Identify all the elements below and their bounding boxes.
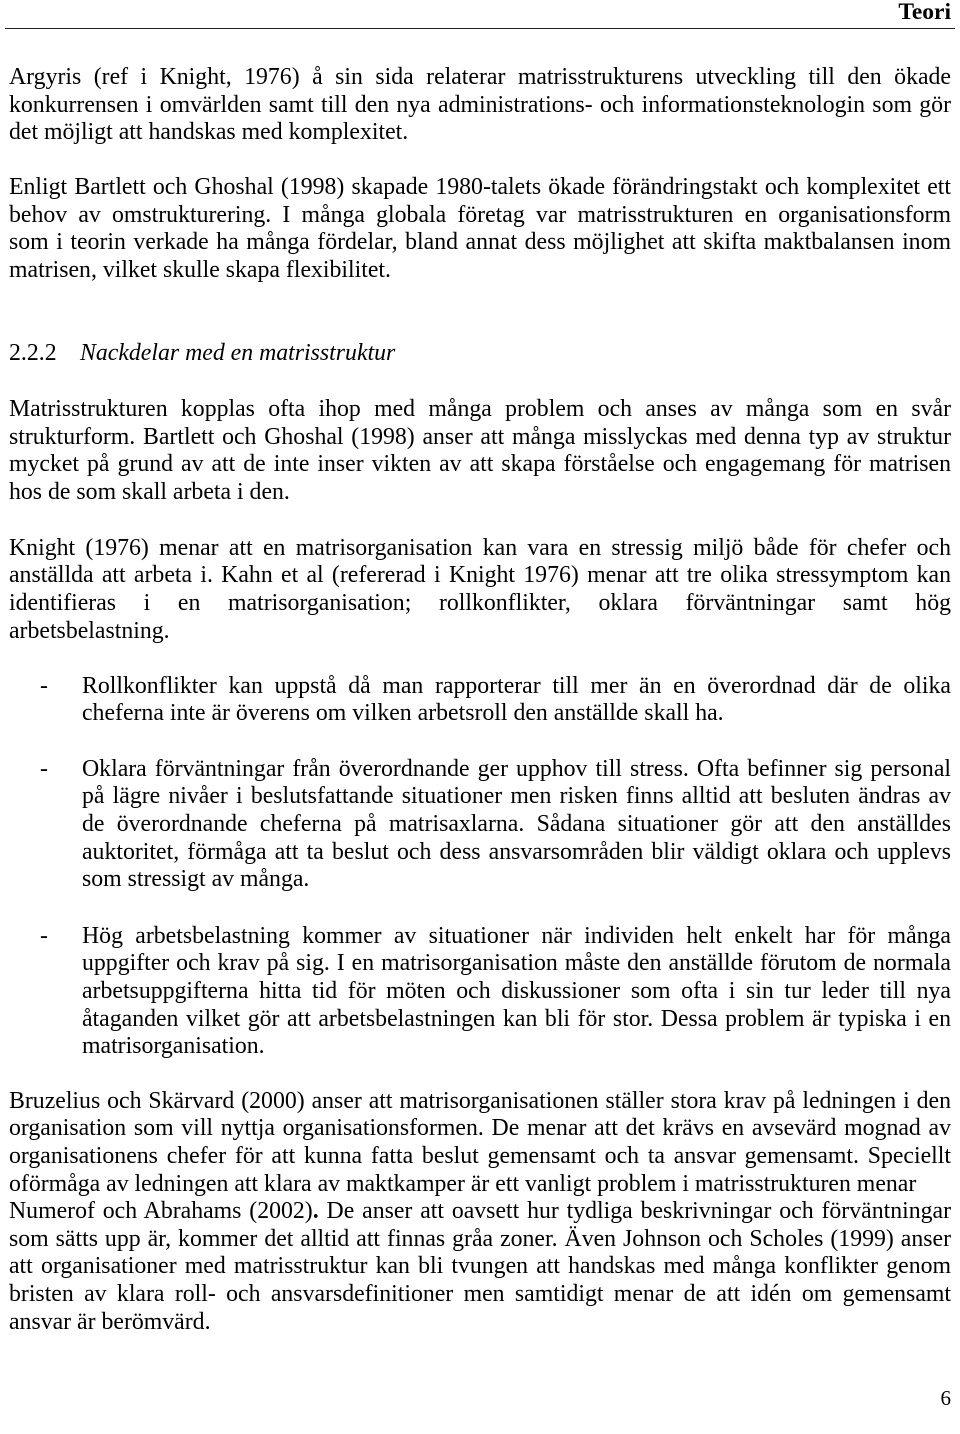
text-line: behov av omstrukturering. I många globala företag var matrisstrukturen en organisationsform	[9, 201, 951, 228]
text-line: arbetsbelastning.	[9, 617, 170, 644]
text-line: Matrisstrukturen kopplas ofta ihop med många problem och anses av många som en svår	[9, 395, 951, 422]
running-header: Teori	[898, 0, 951, 25]
bullet-marker: -	[40, 755, 48, 782]
text-line: organisation som vill nyttja organisationsformen. De menar att det krävs en avsevärd mognad av	[9, 1115, 951, 1142]
bullet-marker: -	[40, 922, 48, 949]
text-line: arbetsuppgifterna hitta tid för möten och diskussioner som ofta i sin tur leder till nya	[82, 978, 951, 1004]
text-line: matrisen, vilket skulle skapa flexibilitet.	[9, 256, 391, 283]
text-line: oförmåga av ledningen att klara av maktkamper är ett vanligt problem i matrisstrukturen menar	[9, 1170, 917, 1197]
page-body	[9, 64, 951, 1336]
paragraph	[9, 64, 951, 147]
text-line: Knight (1976) menar att en matrisorganisation kan vara en stressig miljö både för chefer och	[9, 534, 951, 561]
text-line: att organisationer med matrisstruktur kan bli tvungen att handskas med många konflikter genom	[9, 1253, 951, 1280]
paragraph	[9, 1088, 951, 1336]
text-line: identifieras i en matrisorganisation; rollkonflikter, oklara förväntningar samt hög	[9, 590, 951, 617]
paragraph	[9, 174, 951, 284]
text-line: som stressigt av många.	[82, 866, 310, 893]
text-line: Enligt Bartlett och Ghoshal (1998) skapade 1980-talets ökade förändringstakt och komplexitet ett	[9, 173, 951, 200]
text-line: Hög arbetsbelastning kommer av situationer när individen helt enkelt har för många	[82, 922, 951, 949]
section-number: 2.2.2	[9, 339, 57, 366]
text-line: de överordnande cheferna på matrisaxlarna. Sådana situationer gör att den anställdes	[82, 811, 951, 838]
text-line: bristen av klara roll- och ansvarsdefinitioner men samtidigt menar de att idén om gemensamt	[9, 1280, 951, 1307]
text-line: konkurrensen i omvärlden samt till den nya administrations- och informationsteknologin som gör	[9, 91, 951, 118]
text-line: Bruzelius och Skärvard (2000) anser att matrisorganisationen ställer stora krav på ledningen i den	[9, 1087, 951, 1114]
bold-period: .	[312, 1198, 319, 1225]
text-line: cheferna inte är överens om vilken arbetsroll den anställde skall ha.	[82, 700, 724, 727]
text-line: hos de som skall arbeta i den.	[9, 478, 290, 505]
text-line: som i teorin verkade ha många fördelar, bland annat dess möjlighet att skifta maktbalansen inom	[9, 229, 951, 256]
text-line: uppgifter och krav på sig. I en matrisorganisation måste den anställde förutom de normala	[82, 950, 951, 977]
bullet-item	[9, 923, 951, 1061]
bullet-item	[9, 756, 951, 894]
text-line: strukturform. Bartlett och Ghoshal (1998) anser att många misslyckas med denna typ av struktur	[9, 423, 951, 450]
sentence-text: De anser att oavsett hur tydliga beskrivningar och förväntningar	[326, 1198, 951, 1225]
text-line: Argyris (ref i Knight, 1976) å sin sida relaterar matrisstrukturens utveckling till den ökade	[9, 64, 951, 90]
text-line: auktoritet, förmåga att ta beslut och dess ansvarsområden blir väldigt oklara och upplevs	[82, 838, 951, 865]
paragraph	[9, 396, 951, 506]
bullet-item	[9, 673, 951, 728]
text-line: Rollkonflikter kan uppstå då man rapporterar till mer än en överordnad där de olika	[82, 672, 951, 699]
citation-text: Numerof och Abrahams (2002)	[9, 1198, 313, 1225]
text-line: mycket på grund av att de inte inser vikten av att skapa förståelse och engagemang för matrisen	[9, 451, 951, 478]
text-line: matrisorganisation.	[82, 1033, 265, 1060]
text-line: det möjligt att handskas med komplexitet.	[9, 119, 409, 146]
section-title: Nackdelar med en matrisstruktur	[80, 339, 396, 366]
bullet-marker: -	[40, 672, 48, 699]
text-line: ansvar är berömvärd.	[9, 1308, 211, 1335]
text-line: Oklara förväntningar från överordnande ger upphov till stress. Ofta befinner sig personal	[82, 755, 951, 782]
paragraph	[9, 535, 951, 645]
text-line: på lägre nivåer i beslutsfattande situationer men risken finns alltid att besluten ändras av	[82, 783, 951, 810]
text-line	[9, 1198, 951, 1226]
section-heading	[9, 340, 951, 368]
header-rule	[5, 28, 955, 29]
text-line: organisationens chefer för att kunna fatta beslut gemensamt och ta ansvar gemensamt. Speciellt	[9, 1142, 951, 1169]
text-line: anställda att arbeta i. Kahn et al (refererad i Knight 1976) menar att tre olika stressymptom kan	[9, 562, 951, 589]
text-line: åtaganden vilket gör att arbetsbelastningen kan bli för stor. Dessa problem är typiska i en	[82, 1005, 951, 1032]
page-number: 6	[940, 1386, 951, 1410]
text-line: som sätts upp är, kommer det alltid att finnas gråa zoner. Även Johnson och Scholes (1999) anser	[9, 1225, 951, 1252]
